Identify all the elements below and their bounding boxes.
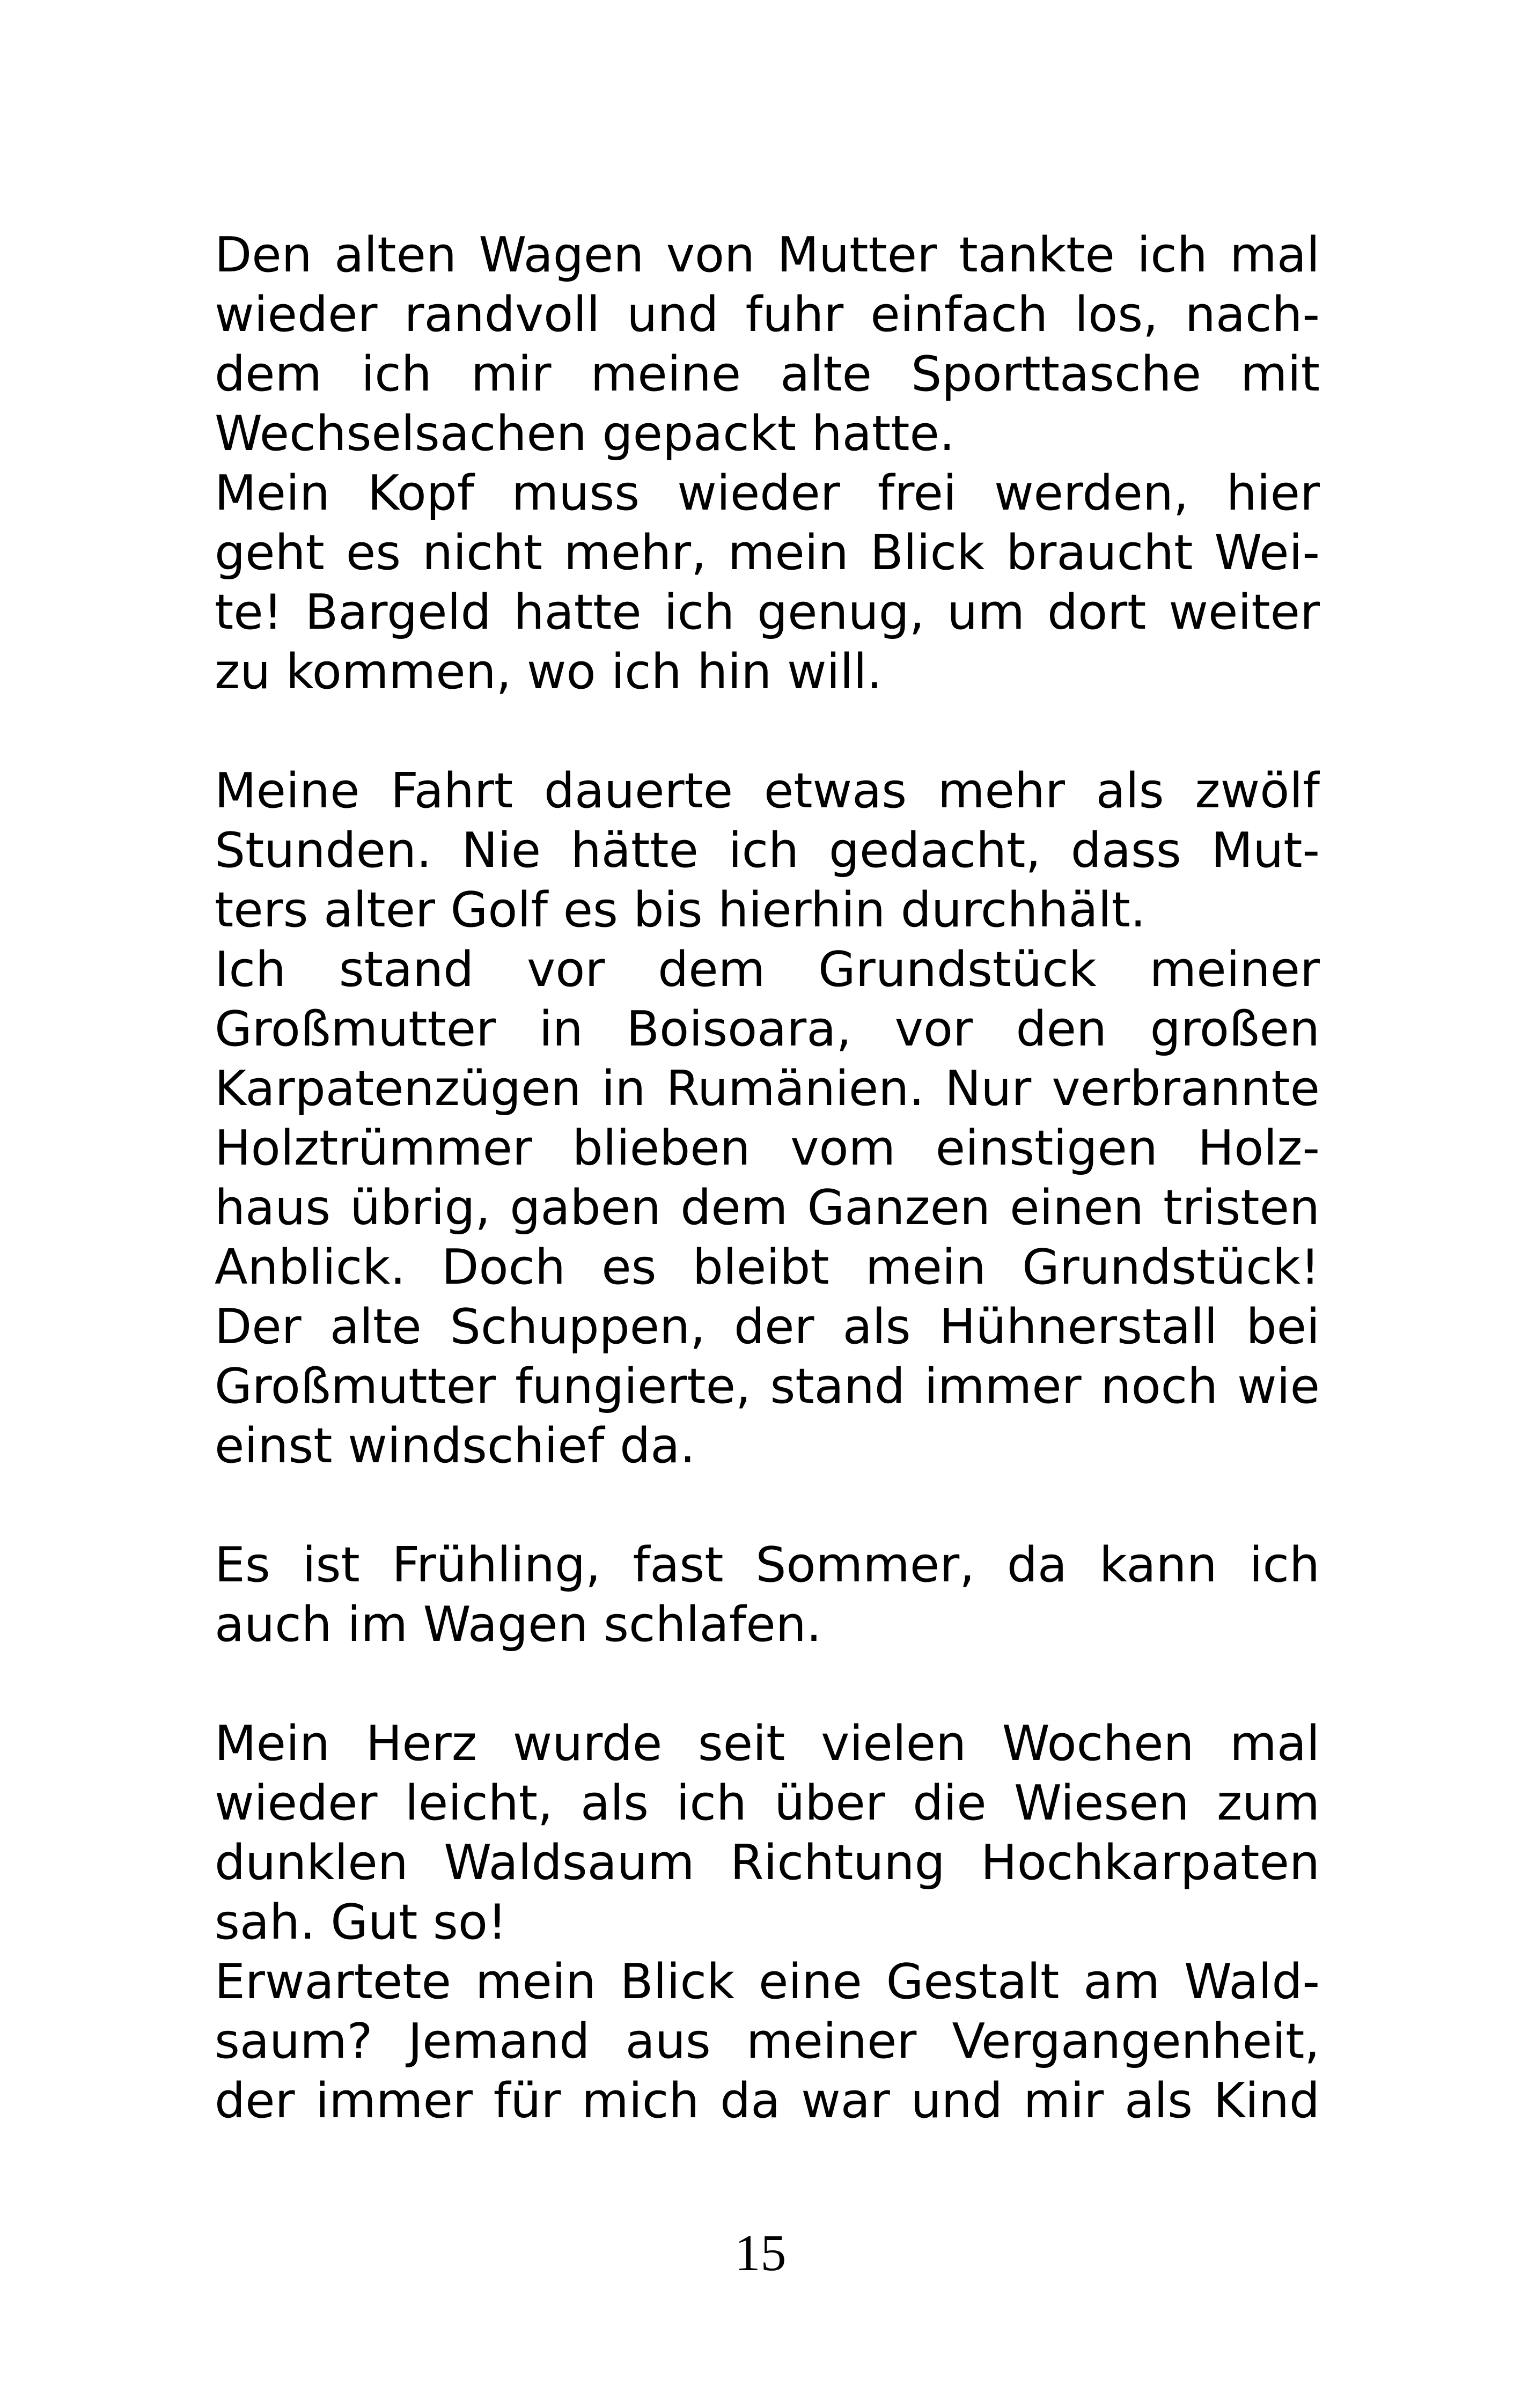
text-line: ters alter Golf es bis hierhin durchhält. bbox=[215, 882, 1146, 938]
text-line: dem ich mir meine alte Sporttasche mit bbox=[215, 346, 1320, 402]
text-line: Großmutter in Boisoara, vor den großen bbox=[215, 1001, 1320, 1057]
text-line: Karpatenzügen in Rumänien. Nur verbrannte bbox=[215, 1061, 1320, 1117]
text-line: Stunden. Nie hätte ich gedacht, dass Mut- bbox=[215, 822, 1320, 879]
text-line: Ich stand vor dem Grundstück meiner bbox=[215, 941, 1320, 998]
text-line: saum? Jemand aus meiner Vergangenheit, bbox=[215, 2013, 1320, 2070]
text-line: Großmutter fungierte, stand immer noch wie bbox=[215, 1358, 1320, 1415]
text-line: Anblick. Doch es bleibt mein Grundstück! bbox=[215, 1239, 1320, 1295]
text-line: Mein Kopf muss wieder frei werden, hier bbox=[215, 465, 1320, 521]
text-line: Erwartete mein Blick eine Gestalt am Wald- bbox=[215, 1954, 1320, 2010]
text-line: Es ist Frühling, fast Sommer, da kann ich bbox=[215, 1537, 1320, 1593]
page-number: 15 bbox=[734, 2224, 787, 2281]
text-line: haus übrig, gaben dem Ganzen einen tristen bbox=[215, 1180, 1320, 1236]
text-line: der immer für mich da war und mir als Kind bbox=[215, 2073, 1320, 2129]
paragraph-gap bbox=[215, 702, 1320, 761]
paragraph-gap bbox=[215, 1476, 1320, 1535]
body-text bbox=[215, 225, 1320, 2131]
text-line: dunklen Waldsaum Richtung Hochkarpaten bbox=[215, 1835, 1320, 1891]
text-line: sah. Gut so! bbox=[215, 1894, 508, 1950]
paragraph-gap bbox=[215, 1654, 1320, 1714]
text-line: Meine Fahrt dauerte etwas mehr als zwölf bbox=[215, 763, 1320, 819]
text-line: einst windschief da. bbox=[215, 1418, 695, 1474]
text-line: wieder randvoll und fuhr einfach los, nach- bbox=[215, 286, 1320, 343]
text-line: geht es nicht mehr, mein Blick braucht Wei- bbox=[215, 525, 1320, 581]
text-line: wieder leicht, als ich über die Wiesen zum bbox=[215, 1775, 1320, 1831]
text-line: Wechselsachen gepackt hatte. bbox=[215, 406, 955, 462]
text-line: Der alte Schuppen, der als Hühnerstall bei bbox=[215, 1299, 1320, 1355]
text-line: zu kommen, wo ich hin will. bbox=[215, 644, 883, 700]
text-line: Mein Herz wurde seit vielen Wochen mal bbox=[215, 1715, 1320, 1772]
text-line: te! Bargeld hatte ich genug, um dort weiter bbox=[215, 584, 1320, 640]
text-line: Holztrümmer blieben vom einstigen Holz- bbox=[215, 1120, 1320, 1176]
text-line: Den alten Wagen von Mutter tankte ich mal bbox=[215, 227, 1320, 283]
text-line: auch im Wagen schlafen. bbox=[215, 1596, 822, 1653]
